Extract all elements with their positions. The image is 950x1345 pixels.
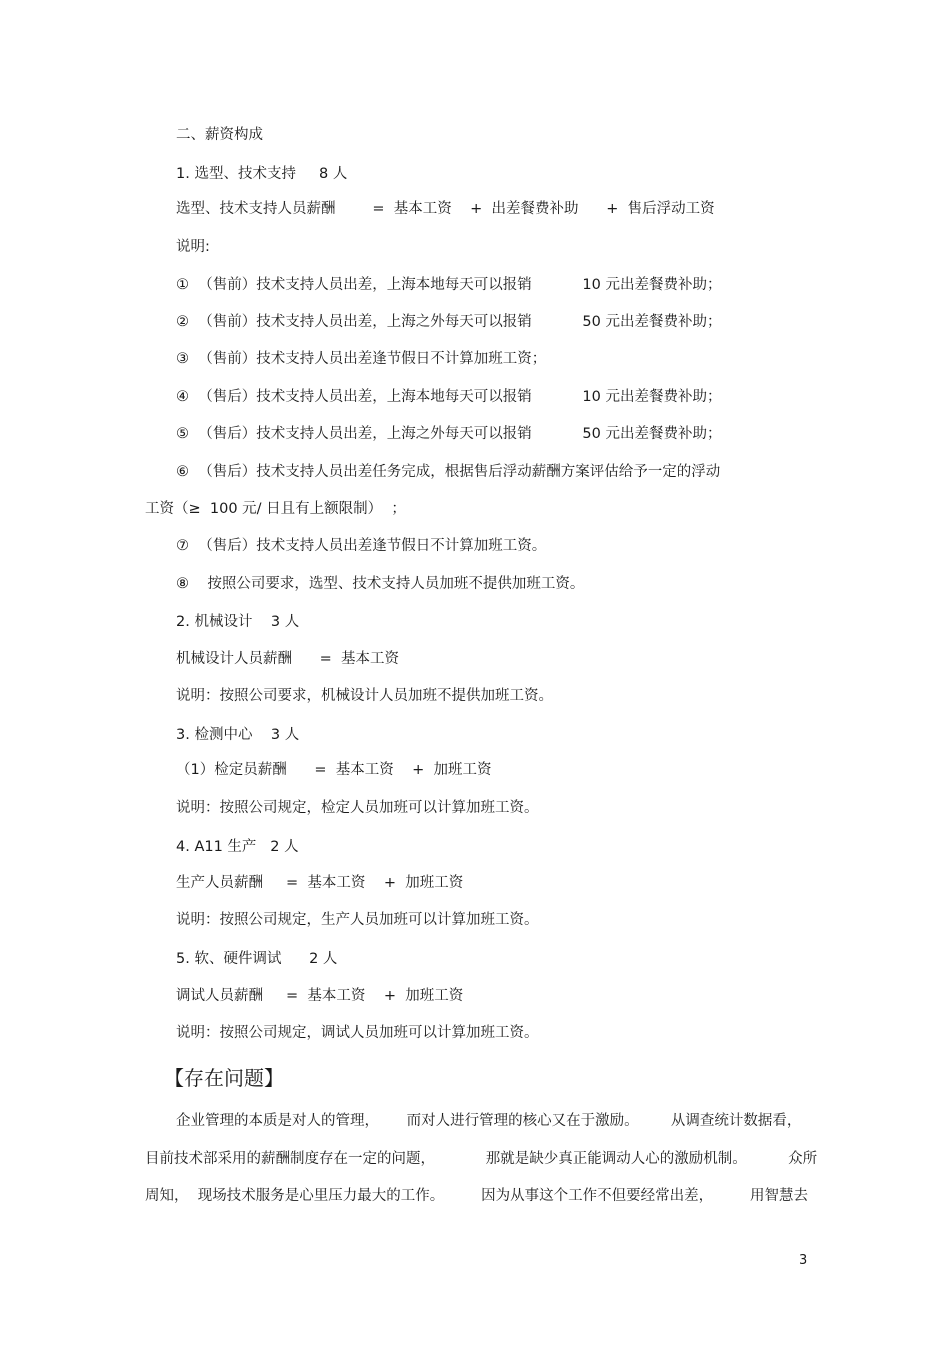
s1-formula: 选型、技术支持人员薪酬 = 基本工资 + 出差餐费补助 + 售后浮动工资 [176, 201, 715, 217]
s3-formula: （1）检定员薪酬 = 基本工资 + 加班工资 [176, 762, 492, 778]
problems-line-3: 周知， 现场技术服务是心里压力最大的工作。 因为从事这个工作不但要经常出差， 用智慧去 [145, 1188, 808, 1204]
problems-heading: 【存在问题】 [164, 1066, 284, 1090]
problems-line-2: 目前技术部采用的薪酬制度存在一定的问题， 那就是缺少真正能调动人心的激励机制。 众所 [145, 1151, 818, 1167]
s1-item-7: ⑦ （售后）技术支持人员出差逢节假日不计算加班工资。 [176, 538, 547, 554]
s1-item-3: ③ （售前）技术支持人员出差逢节假日不计算加班工资； [176, 351, 547, 367]
s3-heading: 3. 检测中心 3 人 [176, 727, 300, 743]
s2-note: 说明：按照公司要求，机械设计人员加班不提供加班工资。 [176, 688, 553, 704]
s5-note: 说明：按照公司规定，调试人员加班可以计算加班工资。 [176, 1025, 539, 1041]
s2-formula: 机械设计人员薪酬 = 基本工资 [176, 651, 400, 667]
s4-formula: 生产人员薪酬 = 基本工资 + 加班工资 [176, 875, 464, 891]
s5-heading: 5. 软、硬件调试 2 人 [176, 951, 338, 967]
s1-item-8: ⑧ 按照公司要求，选型、技术支持人员加班不提供加班工资。 [176, 576, 585, 592]
s1-item-2: ② （售前）技术支持人员出差，上海之外每天可以报销 50 元出差餐费补助； [176, 314, 722, 330]
section-title: 二、薪资构成 [176, 127, 263, 143]
s5-formula: 调试人员薪酬 = 基本工资 + 加班工资 [176, 988, 464, 1004]
s1-item-5: ⑤ （售后）技术支持人员出差，上海之外每天可以报销 50 元出差餐费补助； [176, 426, 722, 442]
s1-item-6: ⑥ （售后）技术支持人员出差任务完成，根据售后浮动薪酬方案评估给予一定的浮动 [176, 464, 721, 480]
page-number: 3 [799, 1253, 808, 1268]
s1-item-4: ④ （售后）技术支持人员出差，上海本地每天可以报销 10 元出差餐费补助； [176, 389, 722, 405]
s1-note-label: 说明: [176, 239, 210, 255]
s4-heading: 4. A11 生产 2 人 [176, 839, 299, 855]
s3-note: 说明：按照公司规定，检定人员加班可以计算加班工资。 [176, 800, 539, 816]
problems-line-1: 企业管理的本质是对人的管理， 而对人进行管理的核心又在于激励。 从调查统计数据看， [176, 1113, 802, 1129]
s4-note: 说明：按照公司规定，生产人员加班可以计算加班工资。 [176, 912, 539, 928]
s1-item-1: ① （售前）技术支持人员出差，上海本地每天可以报销 10 元出差餐费补助； [176, 277, 722, 293]
s2-heading: 2. 机械设计 3 人 [176, 614, 300, 630]
s1-item-6-cont: 工资（≥ 100 元/ 日且有上额限制） ； [145, 501, 406, 517]
s1-heading: 1. 选型、技术支持 8 人 [176, 166, 348, 182]
